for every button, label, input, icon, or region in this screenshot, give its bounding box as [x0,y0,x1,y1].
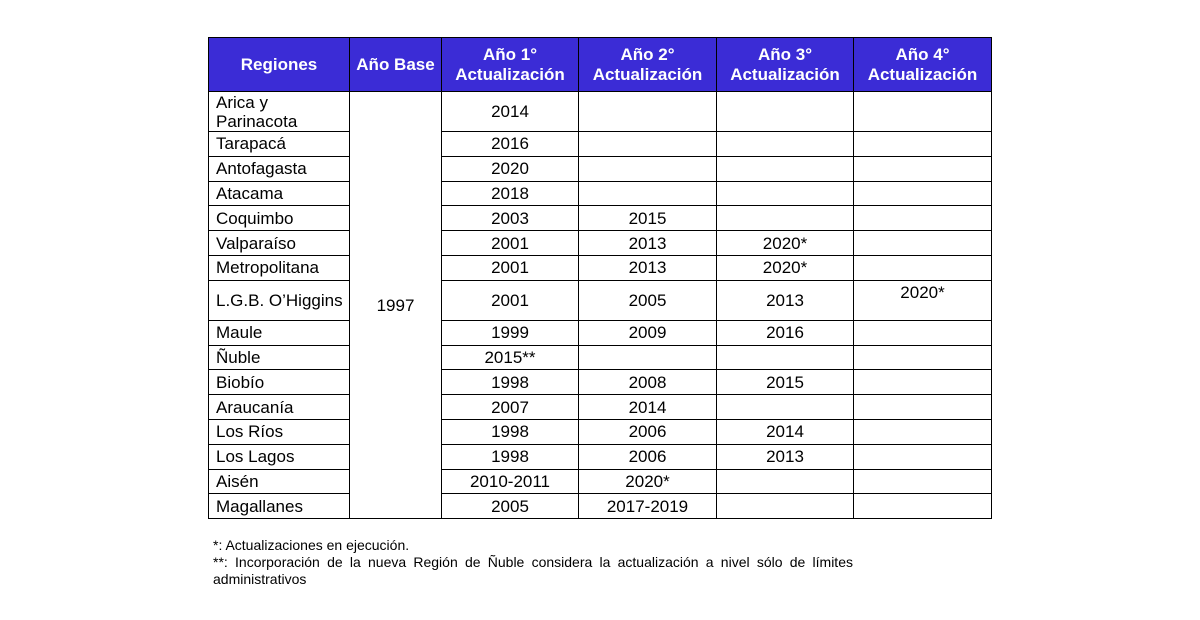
header-update-3-line1: Año 3° [757,44,813,64]
update-2-cell: 2006 [579,444,717,469]
table-row [209,206,992,231]
region-cell: Tarapacá [209,132,350,157]
update-3-cell: 2013 [717,444,854,469]
update-2-cell: 2017-2019 [579,494,717,519]
update-1-cell: 2010-2011 [442,469,579,494]
update-1-cell: 2001 [442,231,579,256]
table-row [209,469,992,494]
update-3-cell [717,206,854,231]
header-update-1-line1: Año 1° [482,44,538,64]
update-4-cell [854,345,992,370]
update-4-cell [854,370,992,395]
table-row [209,132,992,157]
header-update-4 [854,38,992,92]
update-2-cell: 2020* [579,469,717,494]
header-update-2 [579,38,717,92]
update-2-cell: 2015 [579,206,717,231]
header-regiones: Regiones [209,38,350,92]
update-3-cell: 2020* [717,231,854,256]
region-cell: Biobío [209,370,350,395]
update-1-cell: 2018 [442,181,579,206]
region-cell: Magallanes [209,494,350,519]
header-update-4-line1: Año 4° [895,44,950,64]
update-3-cell: 2016 [717,320,854,345]
update-1-cell: 2014 [442,92,579,132]
update-3-cell [717,494,854,519]
header-update-3 [717,38,854,92]
update-3-cell [717,132,854,157]
table-row [209,370,992,395]
header-update-2-line1: Año 2° [620,44,675,64]
table-row [209,280,992,320]
update-3-cell: 2020* [717,255,854,280]
region-cell: Antofagasta [209,156,350,181]
table-row [209,181,992,206]
update-2-cell: 2005 [579,280,717,320]
region-cell: Arica y Parinacota [209,92,350,132]
region-cell: Los Lagos [209,444,350,469]
update-4-cell [854,206,992,231]
update-4-cell [854,156,992,181]
table-row [209,419,992,444]
update-2-cell: 2014 [579,395,717,420]
update-1-cell: 2020 [442,156,579,181]
header-anio-base: Año Base [350,38,442,92]
update-4-cell [854,255,992,280]
update-2-cell [579,92,717,132]
update-4-cell [854,231,992,256]
update-2-cell [579,132,717,157]
update-3-cell: 2014 [717,419,854,444]
update-2-cell: 2006 [579,419,717,444]
region-cell: Coquimbo [209,206,350,231]
region-cell: Aisén [209,469,350,494]
updates-table [208,37,992,519]
table-row [209,320,992,345]
region-cell: L.G.B. O’Higgins [209,280,350,320]
update-3-cell [717,469,854,494]
update-2-cell [579,181,717,206]
update-1-cell: 1998 [442,444,579,469]
region-cell: Araucanía [209,395,350,420]
update-4-cell [854,320,992,345]
update-2-cell [579,345,717,370]
update-4-cell [854,395,992,420]
table-row [209,494,992,519]
update-4-cell [854,494,992,519]
table-row [209,395,992,420]
region-cell: Atacama [209,181,350,206]
update-3-cell [717,181,854,206]
anio-base-cell: 1997 [350,92,442,519]
update-3-cell: 2015 [717,370,854,395]
footnote-1: *: Actualizaciones en ejecución. [213,537,410,553]
update-1-cell: 1999 [442,320,579,345]
update-1-cell: 2005 [442,494,579,519]
header-update-1 [442,38,579,92]
update-4-cell [854,419,992,444]
header-update-2-line2: Actualización [592,64,703,84]
update-2-cell [579,156,717,181]
header-update-4-line2: Actualización [867,64,978,84]
update-1-cell: 2016 [442,132,579,157]
header-update-3-line2: Actualización [730,64,840,84]
update-1-cell: 2003 [442,206,579,231]
update-2-cell: 2009 [579,320,717,345]
update-4-cell [854,181,992,206]
update-2-cell: 2013 [579,255,717,280]
update-1-cell: 2007 [442,395,579,420]
update-2-cell: 2013 [579,231,717,256]
table-row [209,92,992,132]
update-3-cell [717,156,854,181]
region-cell: Valparaíso [209,231,350,256]
update-4-cell [854,469,992,494]
region-cell: Metropolitana [209,255,350,280]
update-1-cell: 2001 [442,280,579,320]
update-4-cell [854,92,992,132]
table-row [209,156,992,181]
update-3-cell [717,345,854,370]
update-1-cell: 1998 [442,370,579,395]
update-4-cell: 2020* [854,280,992,320]
update-3-cell [717,92,854,132]
update-4-cell [854,444,992,469]
region-cell: Los Ríos [209,419,350,444]
update-4-cell [854,132,992,157]
region-cell: Ñuble [209,345,350,370]
footnotes [213,537,853,588]
update-1-cell: 2001 [442,255,579,280]
table-header-row [209,38,992,92]
table-row [209,444,992,469]
update-3-cell [717,395,854,420]
footnote-2: **: Incorporación de la nueva Región de Ñuble considera la actualización a nivel sólo de límites administrativos [213,554,853,587]
table-row [209,345,992,370]
table-row [209,255,992,280]
update-3-cell: 2013 [717,280,854,320]
update-2-cell: 2008 [579,370,717,395]
update-1-cell: 1998 [442,419,579,444]
region-cell: Maule [209,320,350,345]
header-update-1-line2: Actualización [455,64,565,84]
table-row [209,231,992,256]
update-1-cell: 2015** [442,345,579,370]
